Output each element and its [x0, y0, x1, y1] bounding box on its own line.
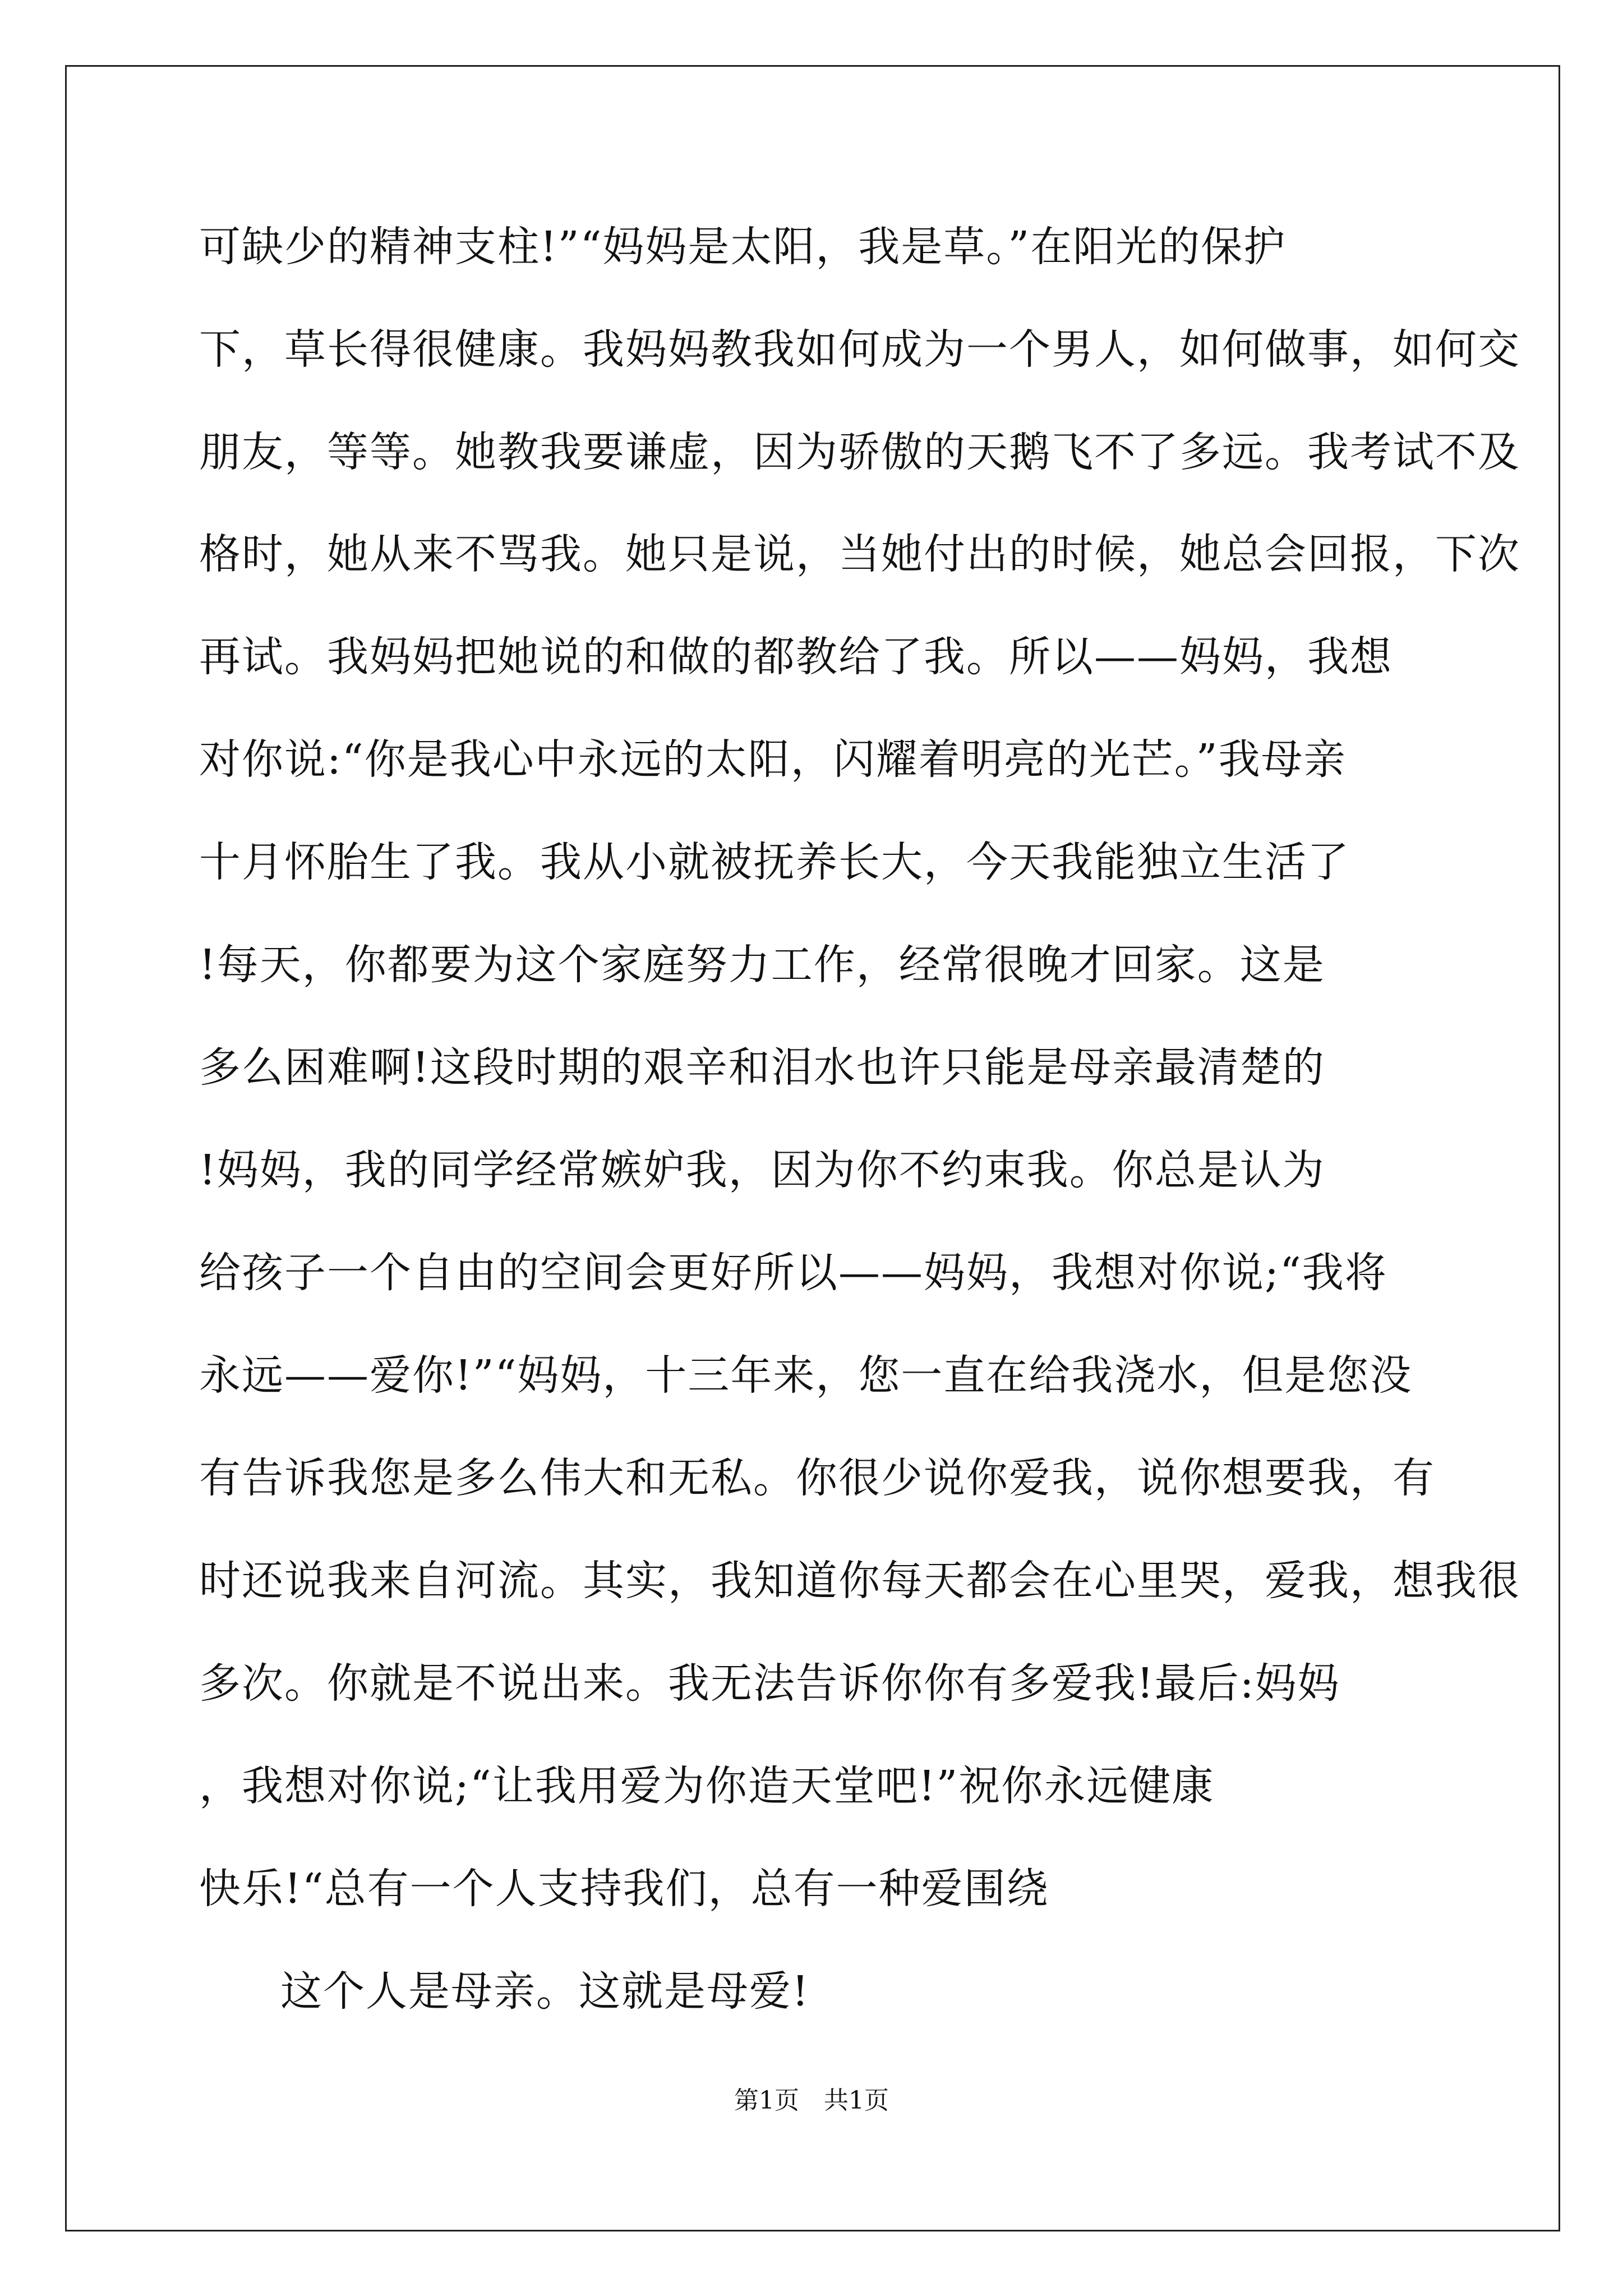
- paragraph-1-line-5: 再试。我妈妈把她说的和做的都教给了我。所以——妈妈，我想: [199, 633, 1393, 681]
- paragraph-1-line-12: 永远——爱你!”“妈妈，十三年来，您一直在给我浇水，但是您没: [199, 1351, 1413, 1400]
- paragraph-1-line-14: 时还说我来自河流。其实，我知道你每天都会在心里哭，爱我，想我很: [199, 1557, 1520, 1605]
- paragraph-1-line-3: 朋友，等等。她教我要谦虚，因为骄傲的天鹅飞不了多远。我考试不及: [199, 428, 1520, 476]
- paragraph-1-line-11: 给孩子一个自由的空间会更好所以——妈妈，我想对你说;“我将: [199, 1249, 1387, 1297]
- paragraph-1-line-13: 有告诉我您是多么伟大和无私。你很少说你爱我，说你想要我，有: [199, 1454, 1435, 1502]
- paragraph-1-line-4: 格时，她从来不骂我。她只是说，当她付出的时候，她总会回报，下次: [199, 530, 1520, 578]
- paragraph-1-line-10: !妈妈，我的同学经常嫉妒我，因为你不约束我。你总是认为: [199, 1146, 1325, 1194]
- paragraph-1-line-7: 十月怀胎生了我。我从小就被抚养长大，今天我能独立生活了: [199, 838, 1350, 886]
- paragraph-1-line-17: 快乐!“总有一个人支持我们，总有一种爱围绕: [199, 1865, 1049, 1913]
- paragraph-1-line-1: 可缺少的精神支柱!”“妈妈是太阳，我是草。”在阳光的保护: [199, 223, 1287, 271]
- paragraph-1-line-8: !每天，你都要为这个家庭努力工作，经常很晚才回家。这是: [199, 941, 1325, 989]
- paragraph-2: 这个人是母亲。这就是母爱!: [280, 1967, 810, 2016]
- paragraph-1-line-6: 对你说:“你是我心中永远的太阳，闪耀着明亮的光芒。”我母亲: [199, 735, 1347, 784]
- paragraph-1-line-16: ，我想对你说;“让我用爱为你造天堂吧!”祝你永远健康: [199, 1762, 1215, 1810]
- paragraph-1-line-15: 多次。你就是不说出来。我无法告诉你你有多爱我!最后:妈妈: [199, 1659, 1340, 1708]
- paragraph-1-line-9: 多么困难啊!这段时期的艰辛和泪水也许只能是母亲最清楚的: [199, 1043, 1325, 1092]
- paragraph-1-line-2: 下，草长得很健康。我妈妈教我如何成为一个男人，如何做事，如何交: [199, 325, 1520, 374]
- page-number-footer: 第1页 共1页: [734, 2086, 889, 2115]
